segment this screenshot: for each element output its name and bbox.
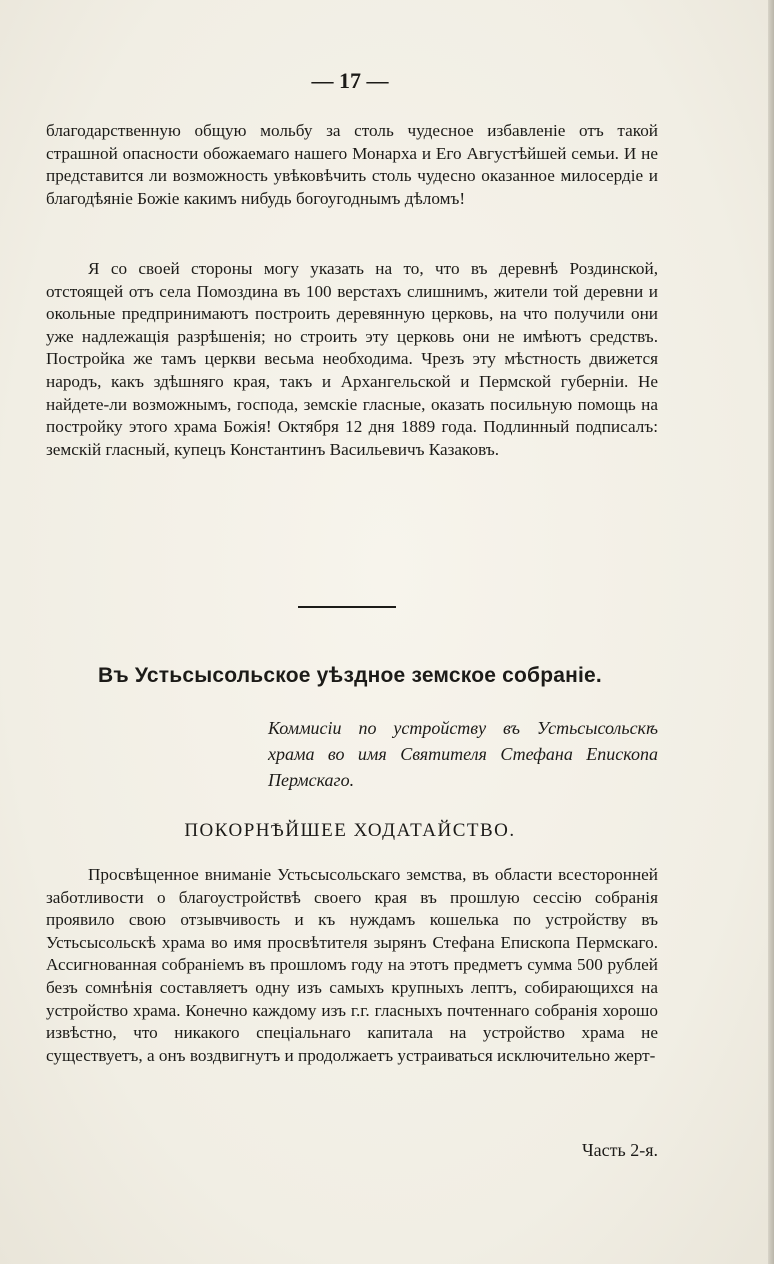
section-heading: Въ Устьсысольское уѣздное земское собраніе.: [98, 664, 602, 687]
paragraph-1: благодарственную общую мольбу за столь чудесное избавленіе отъ такой страшной опасности обожаемаго нашего Монарха и Его Августѣйшей семьи. И не представится ли возможность увѣковѣчить столь чудесно оказанное милосердіе и благодѣяніе Божіе какимъ нибудь богоугоднымъ дѣломъ!: [46, 121, 658, 208]
page-edge: [768, 0, 774, 1264]
paragraph-2: Я со своей стороны могу указать на то, что въ деревнѣ Роздинской, отстоящей отъ села Помоздина въ 100 верстахъ слишнимъ, жители той деревни и окольные предпринимаютъ построить деревянную церковь, на что получили они уже надлежащія разрѣшенія; но строить эту церковь они не имѣютъ средствъ. Постройка же тамъ церкви весьма необходима. Чрезъ эту мѣстность движется народъ, какъ здѣшняго края, такъ и Архангельской и Пермской губерніи. Не найдете-ли возможнымъ, господа, земскіе гласные, оказать посильную помощь на постройку этого храма Божія! Октября 12 дня 1889 года. Подлинный подписалъ: земскій гласный, купецъ Константинъ Васильевичъ Казаковъ.: [46, 259, 658, 459]
signature-mark: Часть 2-я.: [581, 1140, 658, 1160]
addressee-commission: Коммисіи по устройству въ Устьсысольскѣ храма во имя Святителя Стефана Епископа Пермскаго.: [268, 718, 658, 790]
section-divider: [298, 606, 396, 608]
page-number: — 17 —: [311, 68, 389, 93]
petition-title: ПОКОРНѢЙШЕЕ ХОДАТАЙСТВО.: [184, 820, 516, 841]
paragraph-3: Просвѣщенное вниманіе Устьсысольскаго земства, въ области всесторонней заботливости о благоустройствѣ своего края въ прошлую сессію собранія проявило свою отзывчивость и къ нуждамъ кошелька по устройству въ Устьсысольскѣ храма во имя просвѣтителя зырянъ Стефана Епископа Пермскаго. Ассигнованная собраніемъ въ прошломъ году на этотъ предметъ сумма 500 рублей безъ сомнѣнія составляетъ одну изъ самыхъ крупныхъ лептъ, собирающихся на устройство храма. Конечно каждому изъ г.г. гласныхъ почтеннаго собранія хорошо извѣстно, что никакого спеціальнаго капитала на устройство храма не существуетъ, а онъ воздвигнутъ и продолжаетъ устраиваться исключительно жерт-: [46, 865, 658, 1065]
